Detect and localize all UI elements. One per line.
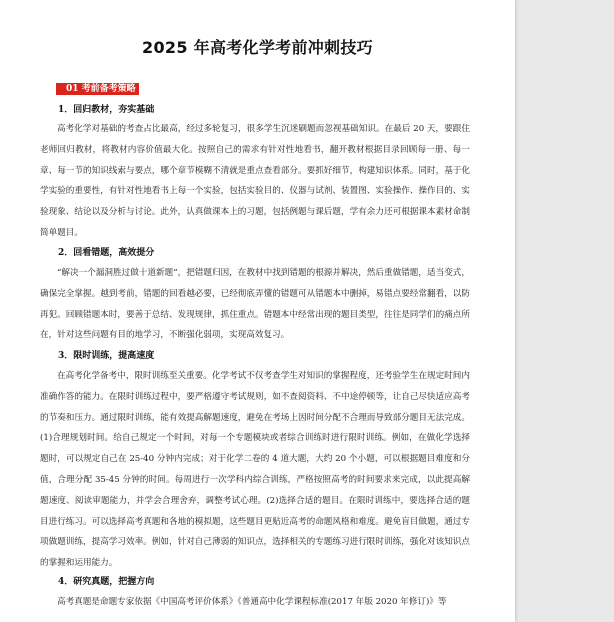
vertical-scrollbar[interactable] <box>608 0 614 622</box>
item-2-heading: 2．回看错题，高效提分 <box>58 248 155 258</box>
item-4-heading: 4．研究真题，把握方向 <box>58 577 155 587</box>
item-1-heading: 1．回归教材，夯实基础 <box>58 105 155 115</box>
item-1-paragraph: 高考化学对基础的考查占比最高，经过多轮复习，很多学生沉迷刷题而忽视基础知识。在最后 20 天，要跟住老师回归教材，将教材内容价值最大化。按照自己的需求有针对性地看书，翻开教材根据目录回顾每一册、每一章、每一节的知识线索与要点，哪个章节模糊不清就是重点查看部分。要抓好细节，构建知识体系。同时，基于化学实验的重要性，有针对性地看书上每一个实验，包括实验目的、仪器与试剂、装置图、实验操作、操作目的、实验现象、结论以及分析与讨论。此外，认真做课本上的习题，包括例题与课后题，学有余力还可根据课本素材命制简单题目。 <box>40 124 470 238</box>
item-2-paragraph: “解决一个漏洞胜过做十道新题”，把错题归因，在教材中找到错题的根源并解决，然后重做错题，适当变式，确保完全掌握。越到考前，错题的回看越必要，已经彻底弄懂的错题可从错题本中删掉，易错点要经常翻看，以防再犯。回顾错题本时，要善于总结、发现规律，抓住重点。错题本中经常出现的题目类型，往往是同学们的痛点所在，针对这些问题有目的地学习，不断强化弱项，实现高效复习。 <box>40 268 470 341</box>
item-3-heading: 3．限时训练，提高速度 <box>58 351 155 361</box>
section-heading-label: 01 考前备考策略 <box>66 84 136 94</box>
item-4-paragraph: 高考真题是命题专家依据《中国高考评价体系》《普通高中化学课程标准(2017 年版 2020 年修订)》等 <box>57 597 447 607</box>
document-title: 2025 年高考化学考前冲刺技巧 <box>142 38 373 57</box>
section-heading <box>56 83 139 95</box>
item-3-paragraph: 在高考化学备考中，限时训练至关重要。化学考试不仅考查学生对知识的掌握程度，还考验学生在规定时间内准确作答的能力。在限时训练过程中，要严格遵守考试规则，如不查阅资料、不中途停顿等，让自己尽快适应高考的节奏和压力。通过限时训练，能有效提高解题速度，避免在考场上因时间分配不合理而导致部分题目无法完成。(1)合理规划时间。给自己规定一个时间，对每一个专题模块或者综合训练时进行限时训练。例如，在做化学选择题时，可以规定自己在 25-40 分钟内完成；对于化学二卷的 4 道大题，大约 20 个小题，可以根据题目难度和分值，合理分配 35-45 分钟的时间。每周进行一次学科内综合训练，严格按照高考的时间要求来完成，以此提高解题速度、阅读审题能力，并学会合理舍弃，调整考试心理。(2)选择合适的题目。在限时训练中，要选择合适的题目进行练习。可以选择高考真题和各地的模拟题，这些题目更贴近高考的命题风格和难度。避免盲目做题，通过专项做题训练，提高学习效率。例如，针对自己薄弱的知识点，选择相关的专题练习进行限时训练，强化对该知识点的掌握和运用能力。 <box>40 371 470 569</box>
